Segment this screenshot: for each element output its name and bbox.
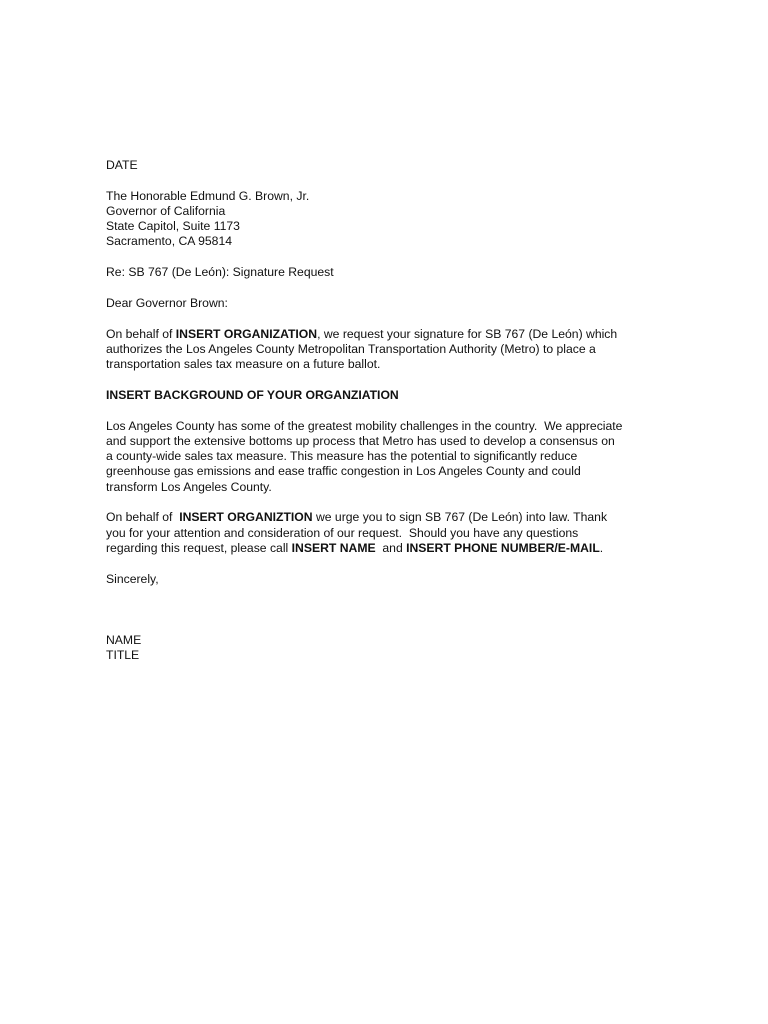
paragraph-text: On behalf of xyxy=(106,326,176,341)
background-placeholder: INSERT BACKGROUND OF YOUR ORGANZIATION xyxy=(106,388,399,402)
paragraph-text: . xyxy=(599,540,604,555)
paragraph-text: greenhouse gas emissions and ease traffic congestion in Los Angeles County and could xyxy=(106,464,581,479)
date-line: DATE xyxy=(106,158,138,172)
paragraph-text: authorizes the Los Angeles County Metropolitan Transportation Authority (Metro) to place a xyxy=(106,342,596,356)
re-line: Re: SB 767 (De León): Signature Request xyxy=(106,265,334,280)
paragraph-text: you for your attention and consideration of our request. Should you have any questions xyxy=(106,525,579,540)
signature-name: NAME xyxy=(106,632,142,647)
paragraph-urge xyxy=(106,510,646,556)
paragraph-text: On behalf of xyxy=(106,510,180,525)
signature-block xyxy=(106,633,646,663)
recipient-city: Sacramento, CA 95814 xyxy=(106,234,233,249)
paragraph-text: and xyxy=(375,540,407,555)
recipient-address xyxy=(106,189,646,250)
paragraph-text: regarding this request, please call xyxy=(106,540,292,555)
name-placeholder: INSERT NAME xyxy=(291,540,376,555)
paragraph-mobility xyxy=(106,419,646,495)
recipient-street: State Capitol, Suite 1173 xyxy=(106,219,240,234)
paragraph-request xyxy=(106,327,646,373)
paragraph-text: Los Angeles County has some of the greatest mobility challenges in the country. We appreciate xyxy=(106,418,623,433)
paragraph-text: and support the extensive bottoms up process that Metro has used to develop a consensus on xyxy=(106,434,615,448)
paragraph-text: transportation sales tax measure on a future ballot. xyxy=(106,357,381,372)
contact-placeholder: INSERT PHONE NUMBER/E-MAIL xyxy=(406,540,600,555)
closing: Sincerely, xyxy=(106,571,159,586)
organization-placeholder: INSERT ORGANIZTION xyxy=(179,510,313,525)
recipient-title: Governor of California xyxy=(106,204,226,218)
letter-page xyxy=(106,158,646,663)
paragraph-text: we urge you to sign SB 767 (De León) into law. Thank xyxy=(312,510,608,525)
salutation: Dear Governor Brown: xyxy=(106,296,228,310)
recipient-name: The Honorable Edmund G. Brown, Jr. xyxy=(106,188,310,203)
organization-placeholder: INSERT ORGANIZATION xyxy=(175,326,318,341)
signature-title: TITLE xyxy=(106,648,140,663)
background-heading xyxy=(106,388,646,403)
paragraph-text: a county-wide sales tax measure. This measure has the potential to significantly reduce xyxy=(106,449,578,464)
paragraph-text: , we request your signature for SB 767 (De León) which xyxy=(317,326,618,341)
paragraph-text: transform Los Angeles County. xyxy=(106,479,272,494)
